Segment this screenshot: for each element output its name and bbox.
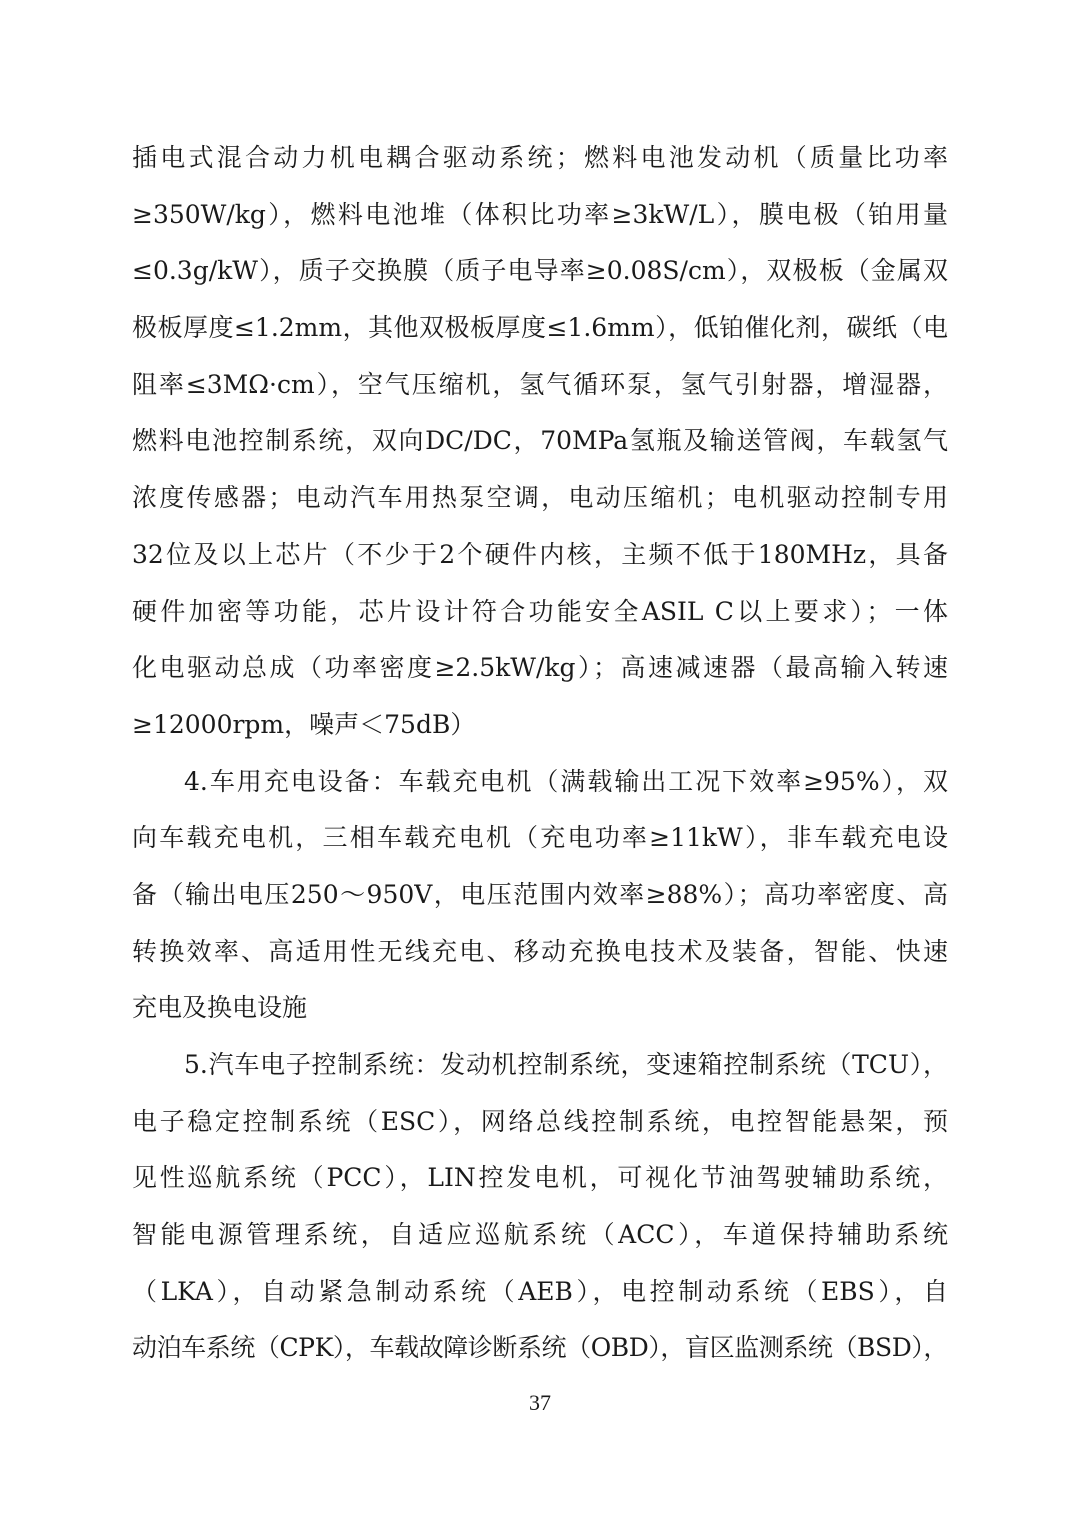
text-line: 充电及换电设施: [132, 993, 308, 1023]
text-line: 浓度传感器；电动汽车用热泵空调，电动压缩机；电机驱动控制专用: [132, 483, 948, 513]
text-line: 转换效率、高适用性无线充电、移动充换电技术及装备，智能、快速: [132, 936, 948, 966]
text-line: 4.车用充电设备：车载充电机（满载输出工况下效率≥95%），双: [184, 766, 948, 796]
text-line: 插电式混合动力机电耦合驱动系统；燃料电池发动机（质量比功率: [132, 143, 948, 172]
text-line: 动泊车系统（CPK），车载故障诊断系统（OBD），盲区监测系统（BSD），: [132, 1333, 948, 1363]
text-line: 5.汽车电子控制系统：发动机控制系统，变速箱控制系统（TCU），: [184, 1050, 948, 1079]
text-line: 燃料电池控制系统，双向DC/DC，70MPa氢瓶及输送管阀，车载氢气: [132, 426, 948, 456]
text-line: 电子稳定控制系统（ESC），网络总线控制系统，电控智能悬架，预: [132, 1106, 948, 1136]
text-line: 32位及以上芯片（不少于2个硬件内核，主频不低于180MHz，具备: [132, 539, 948, 569]
text-line: 极板厚度≤1.2mm，其他双极板厚度≤1.6mm），低铂催化剂，碳纸（电: [132, 313, 948, 343]
text-line: 智能电源管理系统，自适应巡航系统（ACC），车道保持辅助系统: [132, 1220, 948, 1250]
text-line: （LKA），自动紧急制动系统（AEB），电控制动系统（EBS），自: [132, 1276, 948, 1306]
text-line: 化电驱动总成（功率密度≥2.5kW/kg）；高速减速器（最高输入转速: [132, 653, 948, 683]
text-line: ≥350W/kg），燃料电池堆（体积比功率≥3kW/L），膜电极（铂用量: [132, 199, 948, 229]
text-line: 见性巡航系统（PCC），LIN控发电机，可视化节油驾驶辅助系统，: [132, 1163, 948, 1193]
text-line: 硬件加密等功能，芯片设计符合功能安全ASIL C以上要求）；一体: [132, 596, 948, 626]
text-line: ≥12000rpm，噪声＜75dB）: [132, 709, 476, 739]
text-line: 向车载充电机，三相车载充电机（充电功率≥11kW），非车载充电设: [132, 823, 948, 853]
page-number: 37: [529, 1390, 551, 1415]
text-line: ≤0.3g/kW），质子交换膜（质子电导率≥0.08S/cm），双极板（金属双: [132, 256, 948, 286]
text-line: 备（输出电压250～950V，电压范围内效率≥88%）；高功率密度、高: [132, 879, 948, 909]
text-line: 阻率≤3MΩ·cm），空气压缩机，氢气循环泵，氢气引射器，增湿器，: [132, 369, 948, 399]
body-text: [132, 130, 948, 1377]
